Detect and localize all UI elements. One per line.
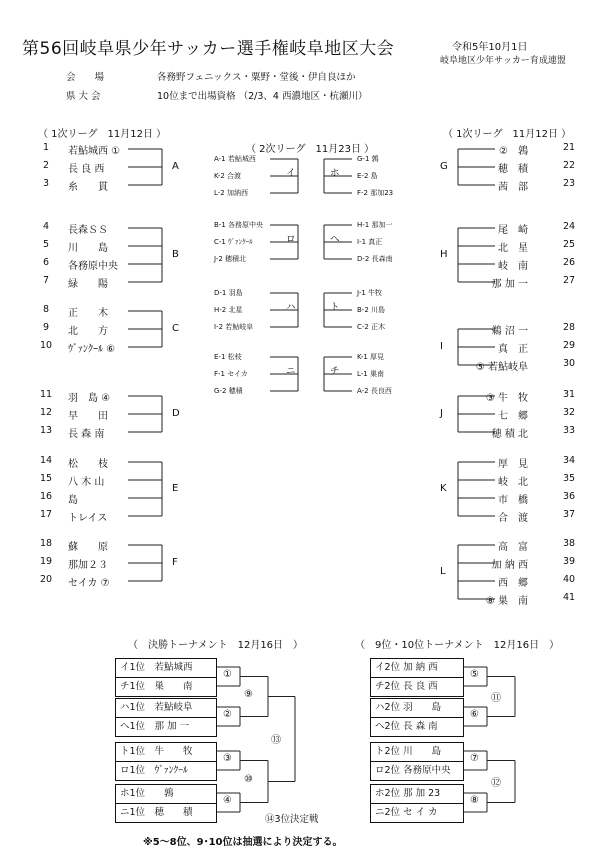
- tournament-slot: チ2位 長 良 西: [371, 677, 463, 695]
- team-number: 36: [563, 491, 576, 502]
- match-number: ⑧: [470, 794, 479, 806]
- group-label: L: [440, 566, 446, 577]
- team-name: 八 木 山: [68, 477, 105, 488]
- group-label: G: [440, 161, 448, 172]
- match-number: ⑬: [271, 735, 281, 746]
- team-name: ｳﾞｧﾝｸｰﾙ ⑥: [68, 344, 116, 355]
- group-label: D: [172, 408, 180, 419]
- team-number: 25: [563, 239, 576, 250]
- team-name: ② 鶉: [499, 146, 528, 157]
- tournament-slot: ホ2位 那 加 23: [375, 788, 441, 799]
- tournament-slot: ヘ2位 長 森 南: [371, 717, 463, 735]
- match-number: ⑦: [470, 752, 479, 764]
- team-number: 19: [40, 556, 53, 567]
- tournament-slot-pair: [370, 742, 464, 781]
- team-name: 茜 部: [498, 182, 528, 193]
- team-name: 羽 島 ④: [68, 393, 111, 404]
- second-league-team: C-2 正木: [357, 323, 386, 331]
- team-name: 川 島: [68, 243, 108, 254]
- tournament-slot-pair: [370, 698, 464, 737]
- second-league-team: A-1 若鮎城西: [214, 155, 256, 163]
- team-number: 9: [43, 322, 50, 333]
- team-name: 北 星: [498, 243, 528, 254]
- group-label: C: [172, 323, 179, 334]
- tournament-slot: イ1位 若鮎城西: [120, 662, 193, 673]
- tournament-slot: ト1位 牛 牧: [120, 746, 193, 757]
- second-league-group-label: ト: [330, 302, 340, 313]
- team-name: 穂 積 北: [491, 429, 528, 440]
- second-league-team: A-2 長良西: [357, 387, 392, 395]
- team-name: 西 郷: [498, 578, 528, 589]
- team-number: 23: [563, 178, 576, 189]
- second-league-team: H-1 那加一: [357, 221, 393, 229]
- second-league-team: G-1 鶉: [357, 155, 379, 163]
- team-name: 市 橋: [498, 495, 528, 506]
- match-number: ①: [223, 668, 232, 680]
- team-number: 2: [43, 160, 50, 171]
- second-league-team: H-2 北星: [214, 306, 243, 314]
- team-number: 34: [563, 455, 576, 466]
- team-name: 正 木: [68, 308, 108, 319]
- tournament-slot-pair: [115, 698, 217, 737]
- tournament-slot: イ2位 加 納 西: [375, 662, 438, 673]
- second-league-team: D-2 長森南: [357, 255, 393, 263]
- team-name: 高 富: [498, 542, 528, 553]
- venue-value: 各務野フェニックス・粟野・堂後・伊自良ほか: [157, 72, 356, 83]
- team-number: 38: [563, 538, 576, 549]
- tournament-slot-pair: [115, 658, 217, 697]
- team-name: 長森ＳＳ: [68, 225, 108, 236]
- tournament-slot: ロ1位 ｳﾞｧﾝｸｰﾙ: [116, 761, 216, 779]
- team-number: 37: [563, 509, 576, 520]
- second-league-team: G-2 穂積: [214, 387, 243, 395]
- team-number: 41: [563, 592, 576, 603]
- match-number: ⑥: [470, 708, 479, 720]
- team-number: 7: [43, 275, 50, 286]
- team-number: 35: [563, 473, 576, 484]
- footnote: ※5～8位、9･10位は抽選により決定する。: [143, 837, 343, 848]
- team-name: 真 正: [498, 344, 528, 355]
- team-number: 16: [40, 491, 53, 502]
- second-league-team: J-2 穂積北: [214, 255, 247, 263]
- team-name: 鵜 沼 一: [491, 326, 528, 337]
- second-league-group-label: チ: [330, 366, 340, 377]
- group-label: E: [172, 483, 179, 494]
- team-number: 10: [40, 340, 53, 351]
- team-name: 加 納 西: [491, 560, 528, 571]
- group-label: I: [440, 341, 443, 352]
- second-league-team: E-1 松枝: [214, 353, 242, 361]
- group-label: J: [440, 408, 443, 419]
- team-number: 8: [43, 304, 50, 315]
- team-number: 3: [43, 178, 50, 189]
- match-number: ⑪: [491, 692, 501, 704]
- team-name: 若鮎城西 ①: [68, 146, 121, 157]
- second-league-team: J-1 牛牧: [357, 289, 383, 297]
- team-name: 七 郷: [498, 411, 528, 422]
- team-number: 14: [40, 455, 53, 466]
- team-number: 21: [563, 142, 576, 153]
- team-name: 緑 陽: [68, 279, 108, 290]
- match-number: ③: [223, 752, 232, 764]
- tournament-slot: ホ1位 鶉: [120, 788, 174, 799]
- team-number: 4: [43, 221, 50, 232]
- team-name: セイカ ⑦: [68, 578, 110, 589]
- tournament-slot: ハ1位 若鮎岐阜: [120, 702, 193, 713]
- tournament-slot: ニ2位 セ イ カ: [371, 803, 463, 821]
- team-number: 17: [40, 509, 53, 520]
- second-league-heading: （ 2次リーグ 11月23日 ）: [246, 144, 375, 155]
- team-name: 糸 貫: [68, 182, 108, 193]
- team-number: 15: [40, 473, 53, 484]
- match-number: ⑤: [470, 668, 479, 680]
- tournament-slot-pair: [370, 658, 464, 697]
- venue-label: 会 場: [66, 72, 105, 83]
- second-league-team: I-1 真正: [357, 238, 383, 246]
- team-number: 20: [40, 574, 53, 585]
- issue-date: 令和5年10月1日: [452, 42, 528, 53]
- team-name: 松 枝: [68, 459, 108, 470]
- match-number: ⑫: [491, 777, 501, 789]
- second-league-group-label: ヘ: [330, 234, 340, 245]
- group-label: F: [172, 557, 178, 568]
- second-league-team: L-1 巣南: [357, 370, 384, 378]
- match-number: ⑨: [244, 688, 253, 700]
- team-name: 岐 北: [498, 477, 528, 488]
- team-name: 合 渡: [498, 513, 528, 524]
- group-label: A: [172, 161, 179, 172]
- team-number: 6: [43, 257, 50, 268]
- page-title: 第56回岐阜県少年サッカー選手権岐阜地区大会: [22, 39, 395, 59]
- team-number: 1: [43, 142, 50, 153]
- tournament-slot: ニ1位 穂 積: [116, 803, 216, 821]
- team-name: 長 森 南: [68, 429, 105, 440]
- team-number: 12: [40, 407, 53, 418]
- team-name: 各務原中央: [68, 261, 118, 272]
- team-name: 那 加 一: [491, 279, 528, 290]
- team-name: 北 方: [68, 326, 108, 337]
- team-name: ⑤ 若鮎岐阜: [475, 362, 528, 373]
- second-league-group-label: ニ: [286, 366, 296, 377]
- team-name: ③ 牛 牧: [485, 393, 528, 404]
- tournament-slot: ヘ1位 那 加 一: [116, 717, 216, 735]
- tournament-slot-pair: [370, 784, 464, 823]
- second-league-team: D-1 羽島: [214, 289, 243, 297]
- team-name: 蘇 原: [68, 542, 108, 553]
- team-name: 島: [68, 495, 78, 506]
- second-league-team: K-2 合渡: [214, 172, 242, 180]
- team-name: 岐 南: [498, 261, 528, 272]
- second-league-team: I-2 若鮎岐阜: [214, 323, 254, 331]
- team-number: 27: [563, 275, 576, 286]
- team-number: 18: [40, 538, 53, 549]
- pref-label: 県 大 会: [66, 91, 101, 102]
- team-name: 尾 崎: [498, 225, 528, 236]
- pref-value: 10位まで出場資格 （2/3、4 西濃地区・杭瀬川）: [157, 91, 368, 102]
- team-number: 31: [563, 389, 576, 400]
- group-label: H: [440, 249, 448, 260]
- group-label: K: [440, 483, 447, 494]
- team-number: 22: [563, 160, 576, 171]
- team-number: 11: [40, 389, 53, 400]
- group-label: B: [172, 249, 179, 260]
- team-name: 厚 見: [498, 459, 528, 470]
- team-name: 長 良 西: [68, 164, 105, 175]
- team-name: ⑧ 巣 南: [485, 596, 528, 607]
- first-league-heading-left: （ 1次リーグ 11月12日 ）: [38, 129, 167, 140]
- final-tournament-heading: （ 決勝トーナメント 12月16日 ）: [128, 640, 304, 651]
- tournament-slot: ロ2位 各務原中央: [371, 761, 463, 779]
- second-league-team: E-2 島: [357, 172, 378, 180]
- team-number: 26: [563, 257, 576, 268]
- ninth-tournament-heading: （ 9位・10位トーナメント 12月16日 ）: [355, 640, 560, 651]
- match-number: ⑩: [244, 773, 253, 785]
- team-name: 早 田: [68, 411, 108, 422]
- team-name: トレイス: [68, 513, 108, 524]
- second-league-team: F-1 セイカ: [214, 370, 248, 378]
- team-number: 40: [563, 574, 576, 585]
- second-league-group-label: ロ: [286, 234, 296, 245]
- tournament-slot: ト2位 川 島: [375, 746, 442, 757]
- team-number: 13: [40, 425, 53, 436]
- tournament-slot: ハ2位 羽 島: [375, 702, 442, 713]
- second-league-group-label: イ: [286, 168, 296, 179]
- team-number: 32: [563, 407, 576, 418]
- match-number: ②: [223, 708, 232, 720]
- team-number: 5: [43, 239, 50, 250]
- second-league-team: C-1 ｳﾞｧﾝｸｰﾙ: [214, 238, 253, 246]
- team-name: 那加２３: [68, 560, 108, 571]
- team-number: 24: [563, 221, 576, 232]
- team-name: 穂 積: [498, 164, 528, 175]
- second-league-team: B-2 川島: [357, 306, 386, 314]
- team-number: 29: [563, 340, 576, 351]
- first-league-heading-right: （ 1次リーグ 11月12日 ）: [443, 129, 572, 140]
- team-number: 39: [563, 556, 576, 567]
- team-number: 33: [563, 425, 576, 436]
- match-number: ④: [223, 794, 232, 806]
- second-league-group-label: ホ: [330, 168, 340, 179]
- second-league-team: K-1 厚見: [357, 353, 385, 361]
- second-league-team: B-1 各務原中央: [214, 221, 264, 229]
- second-league-group-label: ハ: [286, 302, 296, 313]
- team-number: 30: [563, 358, 576, 369]
- second-league-team: F-2 那加23: [357, 189, 394, 197]
- tournament-slot-pair: [115, 742, 217, 781]
- third-place-label: ⑭3位決定戦: [265, 814, 319, 825]
- team-number: 28: [563, 322, 576, 333]
- second-league-team: L-2 加納西: [214, 189, 248, 197]
- tournament-slot: チ1位 巣 南: [116, 677, 216, 695]
- organizer: 岐阜地区少年サッカー育成連盟: [440, 56, 566, 66]
- tournament-slot-pair: [115, 784, 217, 823]
